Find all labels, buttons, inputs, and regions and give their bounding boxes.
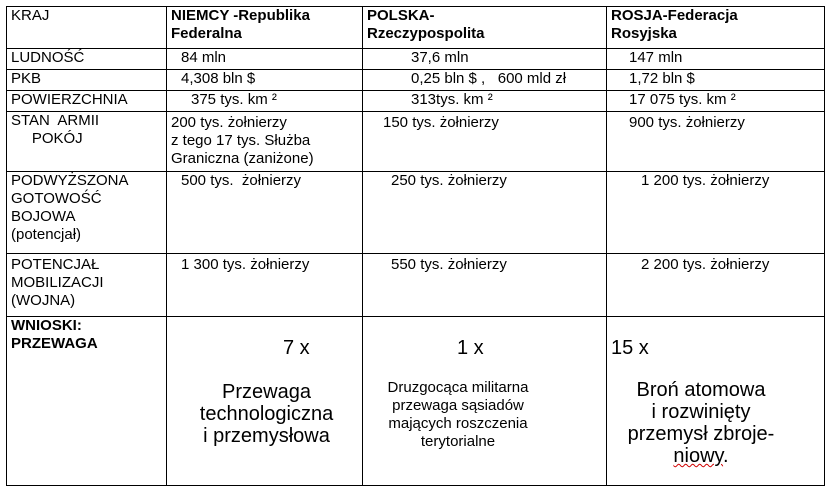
conclusion-row [7,317,825,486]
cell-russia: 147 mln [607,49,825,70]
table-row [7,70,825,91]
poland-factor: 1 x [457,337,484,359]
table-row [7,172,825,254]
cell-poland-conclusion [363,317,607,486]
cell-germany: 200 tys. żołnierzy z tego 17 tys. Służba Graniczna (zaniżone) [167,112,363,172]
cell-russia: 2 200 tys. żołnierzy [607,254,825,317]
russia-factor: 15 x [611,337,649,359]
row-label: POTENCJAŁ MOBILIZACJI (WOJNA) [7,254,167,317]
comparison-table [6,6,825,486]
conclusion-label: WNIOSKI: PRZEWAGA [7,317,167,486]
cell-russia: 17 075 tys. km ² [607,91,825,112]
russia-conclusion-main: Broń atomowa i rozwinięty przemysł zbroje- [627,379,775,445]
poland-conclusion-text: Druzgocąca militarna przewaga sąsiadów mających roszczenia terytorialne [387,379,529,450]
header-country: KRAJ [7,7,167,49]
germany-conclusion-text: Przewaga technologiczna i przemysłowa [199,381,334,447]
russia-conclusion-last-word: niowy [673,445,724,467]
cell-germany: 84 mln [167,49,363,70]
russia-conclusion-period: . [723,445,729,467]
header-germany: NIEMCY -Republika Federalna [167,7,363,49]
row-label: PODWYŻSZONA GOTOWOŚĆ BOJOWA (potencjał) [7,172,167,254]
cell-germany: 1 300 tys. żołnierzy [167,254,363,317]
cell-poland: 37,6 mln [363,49,607,70]
header-poland: POLSKA- Rzeczypospolita [363,7,607,49]
cell-germany: 375 tys. km ² [167,91,363,112]
cell-russia: 1 200 tys. żołnierzy [607,172,825,254]
cell-poland: 150 tys. żołnierzy [363,112,607,172]
table-row [7,112,825,172]
cell-germany: 4,308 bln $ [167,70,363,91]
germany-factor: 7 x [283,337,310,359]
cell-russia: 900 tys. żołnierzy [607,112,825,172]
row-label: STAN ARMII POKÓJ [7,112,167,172]
cell-poland: 250 tys. żołnierzy [363,172,607,254]
table-row [7,49,825,70]
russia-conclusion-text [611,379,791,467]
row-label: LUDNOŚĆ [7,49,167,70]
row-label: PKB [7,70,167,91]
cell-poland: 0,25 bln $ , 600 mld zł [363,70,607,91]
table-row [7,91,825,112]
row-label: POWIERZCHNIA [7,91,167,112]
cell-germany: 500 tys. żołnierzy [167,172,363,254]
cell-russia-conclusion [607,317,825,486]
table-row [7,254,825,317]
cell-poland: 550 tys. żołnierzy [363,254,607,317]
cell-poland: 313tys. km ² [363,91,607,112]
header-row [7,7,825,49]
cell-germany-conclusion [167,317,363,486]
cell-russia: 1,72 bln $ [607,70,825,91]
header-russia: ROSJA-Federacja Rosyjska [607,7,825,49]
